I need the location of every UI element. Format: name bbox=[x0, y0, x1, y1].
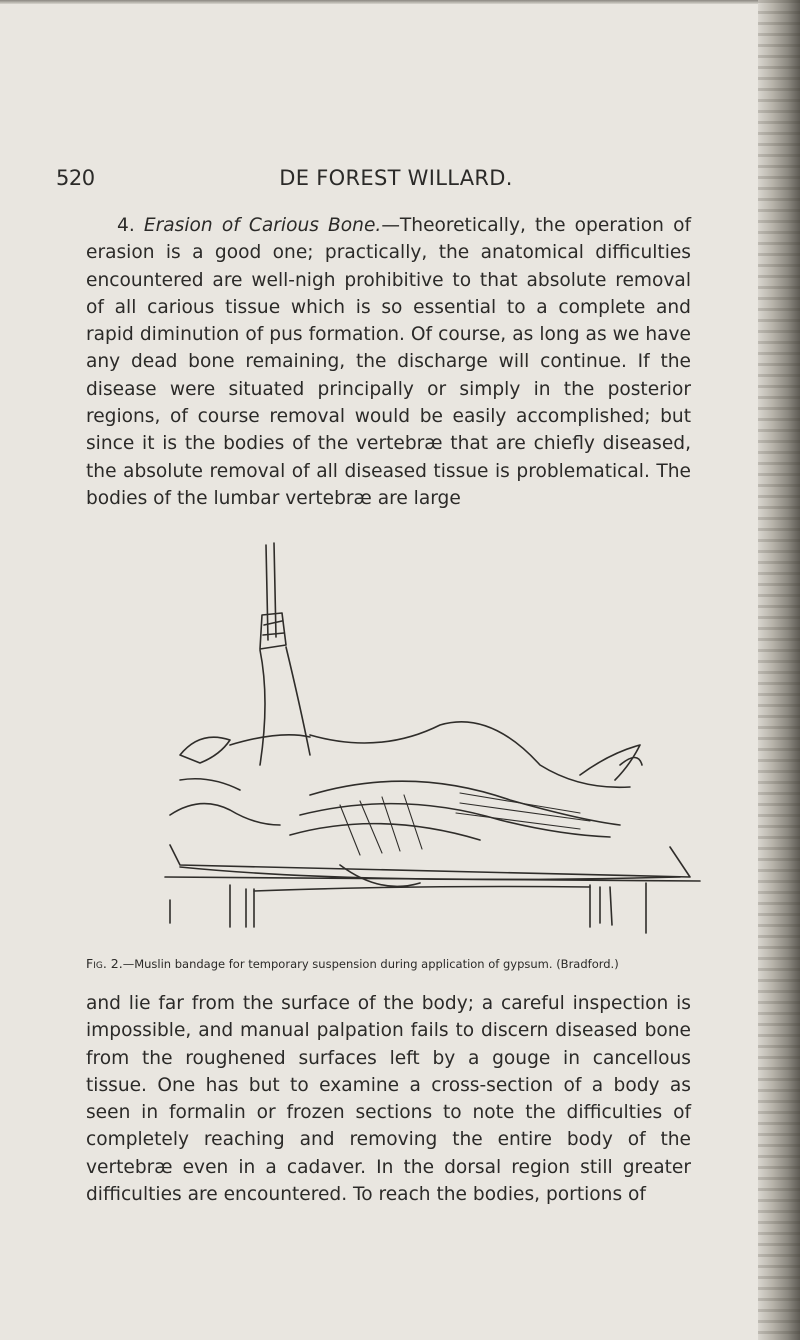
harness-straps bbox=[263, 621, 284, 635]
bandage-wrap-3 bbox=[290, 824, 480, 840]
section-paragraph bbox=[86, 212, 691, 512]
shoulder-contour bbox=[230, 735, 310, 745]
page-number: 520 bbox=[56, 166, 95, 190]
running-head: DE FOREST WILLARD. bbox=[279, 166, 513, 190]
section-title: Erasion of Carious Bone. bbox=[143, 215, 382, 236]
forearm bbox=[180, 779, 240, 790]
suspension-drawing bbox=[160, 525, 720, 945]
page-header bbox=[56, 166, 736, 196]
left-hand bbox=[180, 737, 230, 763]
left-arm bbox=[170, 804, 280, 825]
raised-foot bbox=[580, 745, 640, 780]
figure-caption bbox=[86, 956, 706, 971]
scan-top-rule bbox=[0, 0, 790, 4]
chest-line bbox=[286, 647, 310, 755]
page-edge-shadow bbox=[758, 0, 800, 1340]
section-body-text: —Theoretically, the operation of erasion is a good one; practically, the anatomical difficulties encountered are well-nigh prohibitive to that absolute removal of all carious tissue which is so essential to a complete and rapid diminution of pus formation. Of course, as long as we have any dead bone remaining, the discharge will continue. If the disease were situated principally or simply in the posterior regions, of course removal would be easily accomplished; but since it is the bodies of the vertebræ that are chiefly diseased, the absolute removal of all diseased tissue is problematical. The bodies of the lumbar vertebræ are large bbox=[86, 215, 691, 509]
table-leg-left bbox=[230, 885, 254, 927]
section-number: 4. bbox=[117, 215, 135, 236]
table-leg-right bbox=[590, 885, 612, 927]
table-rail bbox=[254, 887, 590, 892]
figure-caption-text: —Muslin bandage for temporary suspension during application of gypsum. (Bradford.) bbox=[122, 957, 619, 971]
bandage-layers bbox=[456, 793, 590, 829]
figure-label: Fig. 2. bbox=[86, 956, 123, 971]
figure-illustration bbox=[160, 525, 720, 945]
back-line bbox=[260, 650, 265, 765]
head-harness bbox=[260, 613, 286, 649]
continuation-paragraph: and lie far from the surface of the body; a careful inspection is impossible, and manual palpation fails to discern diseased bone from the roughened surfaces left by a gouge in cancellous tissue. One has but to examine a cross-section of a body as seen in formalin or frozen sections to note the difficulties of completely reaching and removing the entire body of the vertebræ even in a cadaver. In the dorsal region still greater difficulties are encountered. To reach the bodies, portions of bbox=[86, 993, 691, 1206]
sheet-fold bbox=[340, 865, 420, 886]
torso-contour bbox=[310, 722, 630, 788]
suspension-rope-left bbox=[266, 545, 268, 640]
